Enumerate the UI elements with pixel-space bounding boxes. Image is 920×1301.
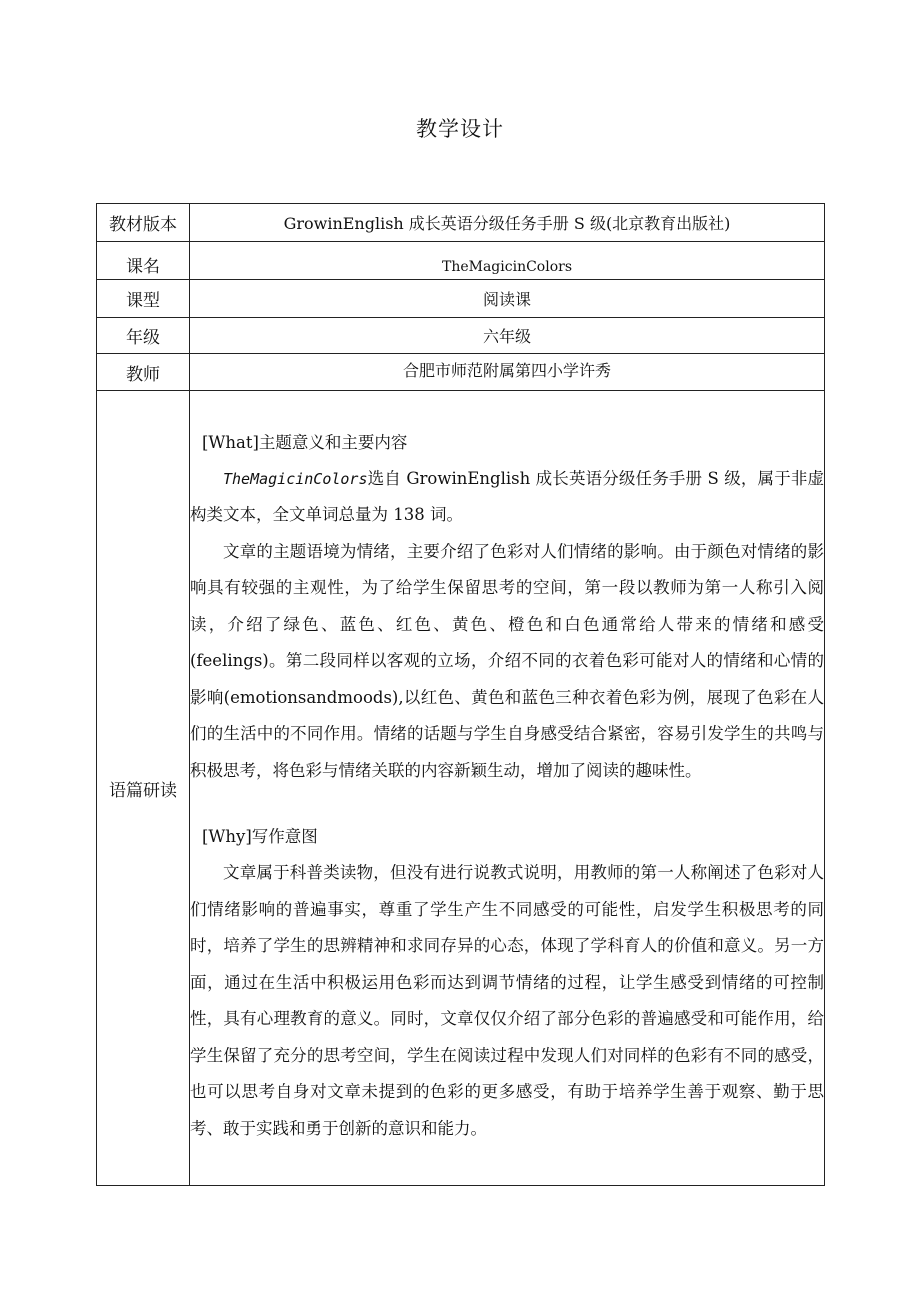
value-textbook: GrowinEnglish 成长英语分级任务手册 S 级(北京教育出版社) [190,204,825,242]
what-paragraph-1-text: 选自 GrowinEnglish 成长英语分级任务手册 S 级，属于非虚构类文本，全文单词总量为 138 词。 [190,468,824,525]
row-grade [97,318,825,354]
what-paragraph-2: 文章的主题语境为情绪，主要介绍了色彩对人们情绪的影响。由于颜色对情绪的影响具有较强的主观性，为了给学生保留思考的空间，第一段以教师为第一人称引入阅读，介绍了绿色、蓝色、红色、黄色、橙色和白色通常给人带来的情绪和感受(feelings)。第二段同样以客观的立场，介绍不同的衣着色彩可能对人的情绪和心情的影响(emotionsandmoods),以红色、黄色和蓝色三种衣着色彩为例，展现了色彩在人们的生活中的不同作用。情绪的话题与学生自身感受结合紧密，容易引发学生的共鸣与积极思考，将色彩与情绪关联的内容新颖生动，增加了阅读的趣味性。 [190,541,824,780]
row-text-analysis [97,391,825,1186]
section-gap [190,789,824,823]
lesson-design-table [96,203,825,1186]
text-analysis-content [190,391,825,1186]
value-lesson-name: TheMagicinColors [190,242,825,280]
row-teacher [97,354,825,391]
label-teacher: 教师 [97,354,190,391]
what-title-italic: TheMagicinColors [223,469,368,488]
label-lesson-type: 课型 [97,280,190,318]
label-lesson-name: 课名 [97,242,190,280]
what-heading: [What]主题意义和主要内容 [202,432,408,452]
value-lesson-type: 阅读课 [190,280,825,318]
page-title: 教学设计 [416,117,504,141]
label-text-analysis: 语篇研读 [97,391,190,1186]
why-heading: [Why]写作意图 [202,827,318,847]
label-textbook: 教材版本 [97,204,190,242]
row-lesson-type [97,280,825,318]
what-paragraph-1 [190,461,824,534]
value-grade: 六年级 [190,318,825,354]
why-paragraph-1: 文章属于科普类读物，但没有进行说教式说明，用教师的第一人称阐述了色彩对人们情绪影响的普遍事实，尊重了学生产生不同感受的可能性，启发学生积极思考的同时，培养了学生的思辨精神和求同存异的心态，体现了学科育人的价值和意义。另一方面，通过在生活中积极运用色彩而达到调节情绪的过程，让学生感受到情绪的可控制性，具有心理教育的意义。同时，文章仅仅介绍了部分色彩的普遍感受和可能作用，给学生保留了充分的思考空间，学生在阅读过程中发现人们对同样的色彩有不同的感受，也可以思考自身对文章未提到的色彩的更多感受，有助于培养学生善于观察、勤于思考、敢于实践和勇于创新的意识和能力。 [190,863,824,1138]
row-textbook [97,204,825,242]
row-lesson-name [97,242,825,280]
label-grade: 年级 [97,318,190,354]
value-teacher: 合肥市师范附属第四小学许秀 [190,354,825,391]
